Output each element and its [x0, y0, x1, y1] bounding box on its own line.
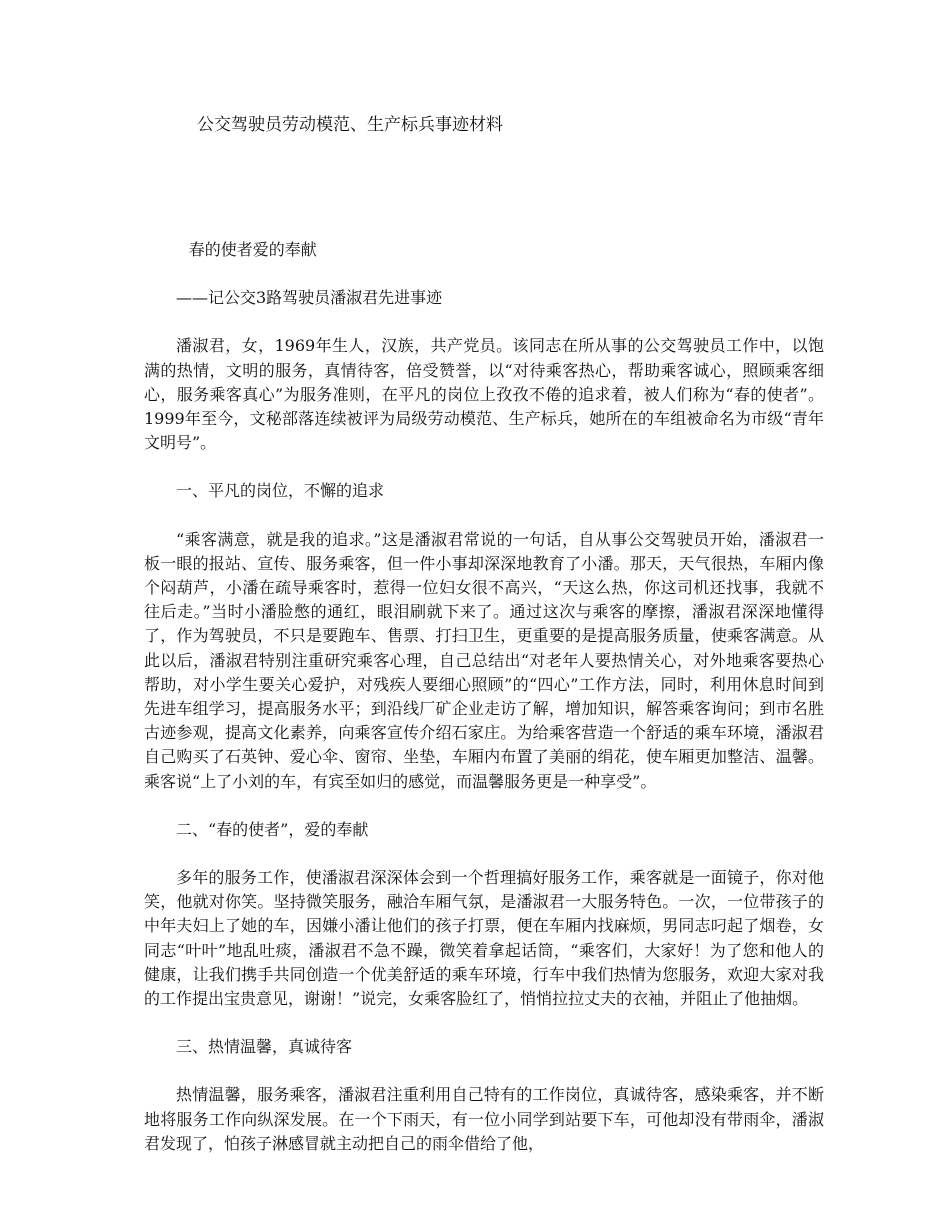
intro-paragraph: 潘淑君，女，1969年生人，汉族，共产党员。该同志在所从事的公交驾驶员工作中，以饱满的热情，文明的服务，真情待客，倍受赞誉，以“对待乘客热心，帮助乘客诚心，照顾乘客细心，服务乘客真心”为服务准则，在平凡的岗位上孜孜不倦的追求着，被人们称为“春的使者”。1999年至今，文秘部落连续被评为局级劳动模范、生产标兵，她所在的车组被命名为市级“青年文明号”。	[144, 336, 824, 453]
spacer	[144, 842, 824, 866]
section-heading-3: 三、热情温馨，真诚待客	[176, 1037, 353, 1057]
spacer	[144, 1011, 824, 1035]
article-subtitle: ——记公交3路驾驶员潘淑君先进事迹	[176, 288, 443, 308]
spacer	[144, 1059, 824, 1083]
spacer	[144, 262, 824, 286]
section-body-1: “乘客满意，就是我的追求。”这是潘淑君常说的一句话，自从事公交驾驶员开始，潘淑君一板一眼的报站、宣传、服务乘客，但一件小事却深深地教育了小潘。那天，天气很热，车厢内像个闷葫芦，小潘在疏导乘客时，惹得一位妇女很不高兴，“天这么热，你这司机还找事，我就不往后走。”当时小潘脸憋的通红，眼泪刷就下来了。通过这次与乘客的摩擦，潘淑君深深地懂得了，作为驾驶员，不只是要跑车、售票、打扫卫生，更重要的是提高服务质量，使乘客满意。从此以后，潘淑君特别注重研究乘客心理，自己总结出“对老年人要热情关心，对外地乘客要热心帮助，对小学生要关心爱护，对残疾人要细心照顾”的“四心”工作方法，同时，利用休息时间到先进车组学习，提高服务水平；到沿线厂矿企业走访了解，增加知识，解答乘客询问；到市名胜古迹参观，提高文化素养，向乘客宣传介绍石家庄。为给乘客营造一个舒适的乘车环境，潘淑君自己购买了石英钟、爱心伞、窗帘、坐垫，车厢内布置了美丽的绢花，使车厢更加整洁、温馨。乘客说“上了小刘的车，有宾至如归的感觉，而温馨服务更是一种享受”。	[144, 529, 824, 791]
spacer	[144, 455, 824, 479]
article-title: 春的使者爱的奉献	[188, 240, 317, 259]
section-body-3: 热情温馨，服务乘客，潘淑君注重利用自己特有的工作岗位，真诚待客，感染乘客，并不断地将服务工作向纵深发展。在一个下雨天，有一位小同学到站要下车，可他却没有带雨伞，潘淑君发现了，怕孩子淋感冒就主动把自己的雨伞借给了他，	[144, 1085, 824, 1153]
spacer	[144, 794, 824, 818]
spacer	[144, 504, 824, 528]
section-heading-1: 一、平凡的岗位，不懈的追求	[176, 481, 385, 501]
document-body	[144, 238, 824, 1156]
document-title: 公交驾驶员劳动模范、生产标兵事迹材料	[197, 115, 503, 135]
spacer	[144, 310, 824, 334]
section-body-2: 多年的服务工作，使潘淑君深深体会到一个哲理搞好服务工作，乘客就是一面镜子，你对他笑，他就对你笑。坚持微笑服务，融洽车厢气氛，是潘淑君一大服务特色。一次，一位带孩子的中年夫妇上了她的车，因嫌小潘让他们的孩子打票，便在车厢内找麻烦，男同志叼起了烟卷，女同志“叶叶”地乱吐痰，潘淑君不急不躁，微笑着拿起话筒，“乘客们，大家好！为了您和他人的健康，让我们携手共同创造一个优美舒适的乘车环境，行车中我们热情为您服务，欢迎大家对我的工作提出宝贵意见，谢谢！”说完，女乘客脸红了，悄悄拉拉丈夫的衣袖，并阻止了他抽烟。	[144, 868, 824, 1009]
section-heading-2: 二、“春的使者”，爱的奉献	[176, 819, 369, 839]
